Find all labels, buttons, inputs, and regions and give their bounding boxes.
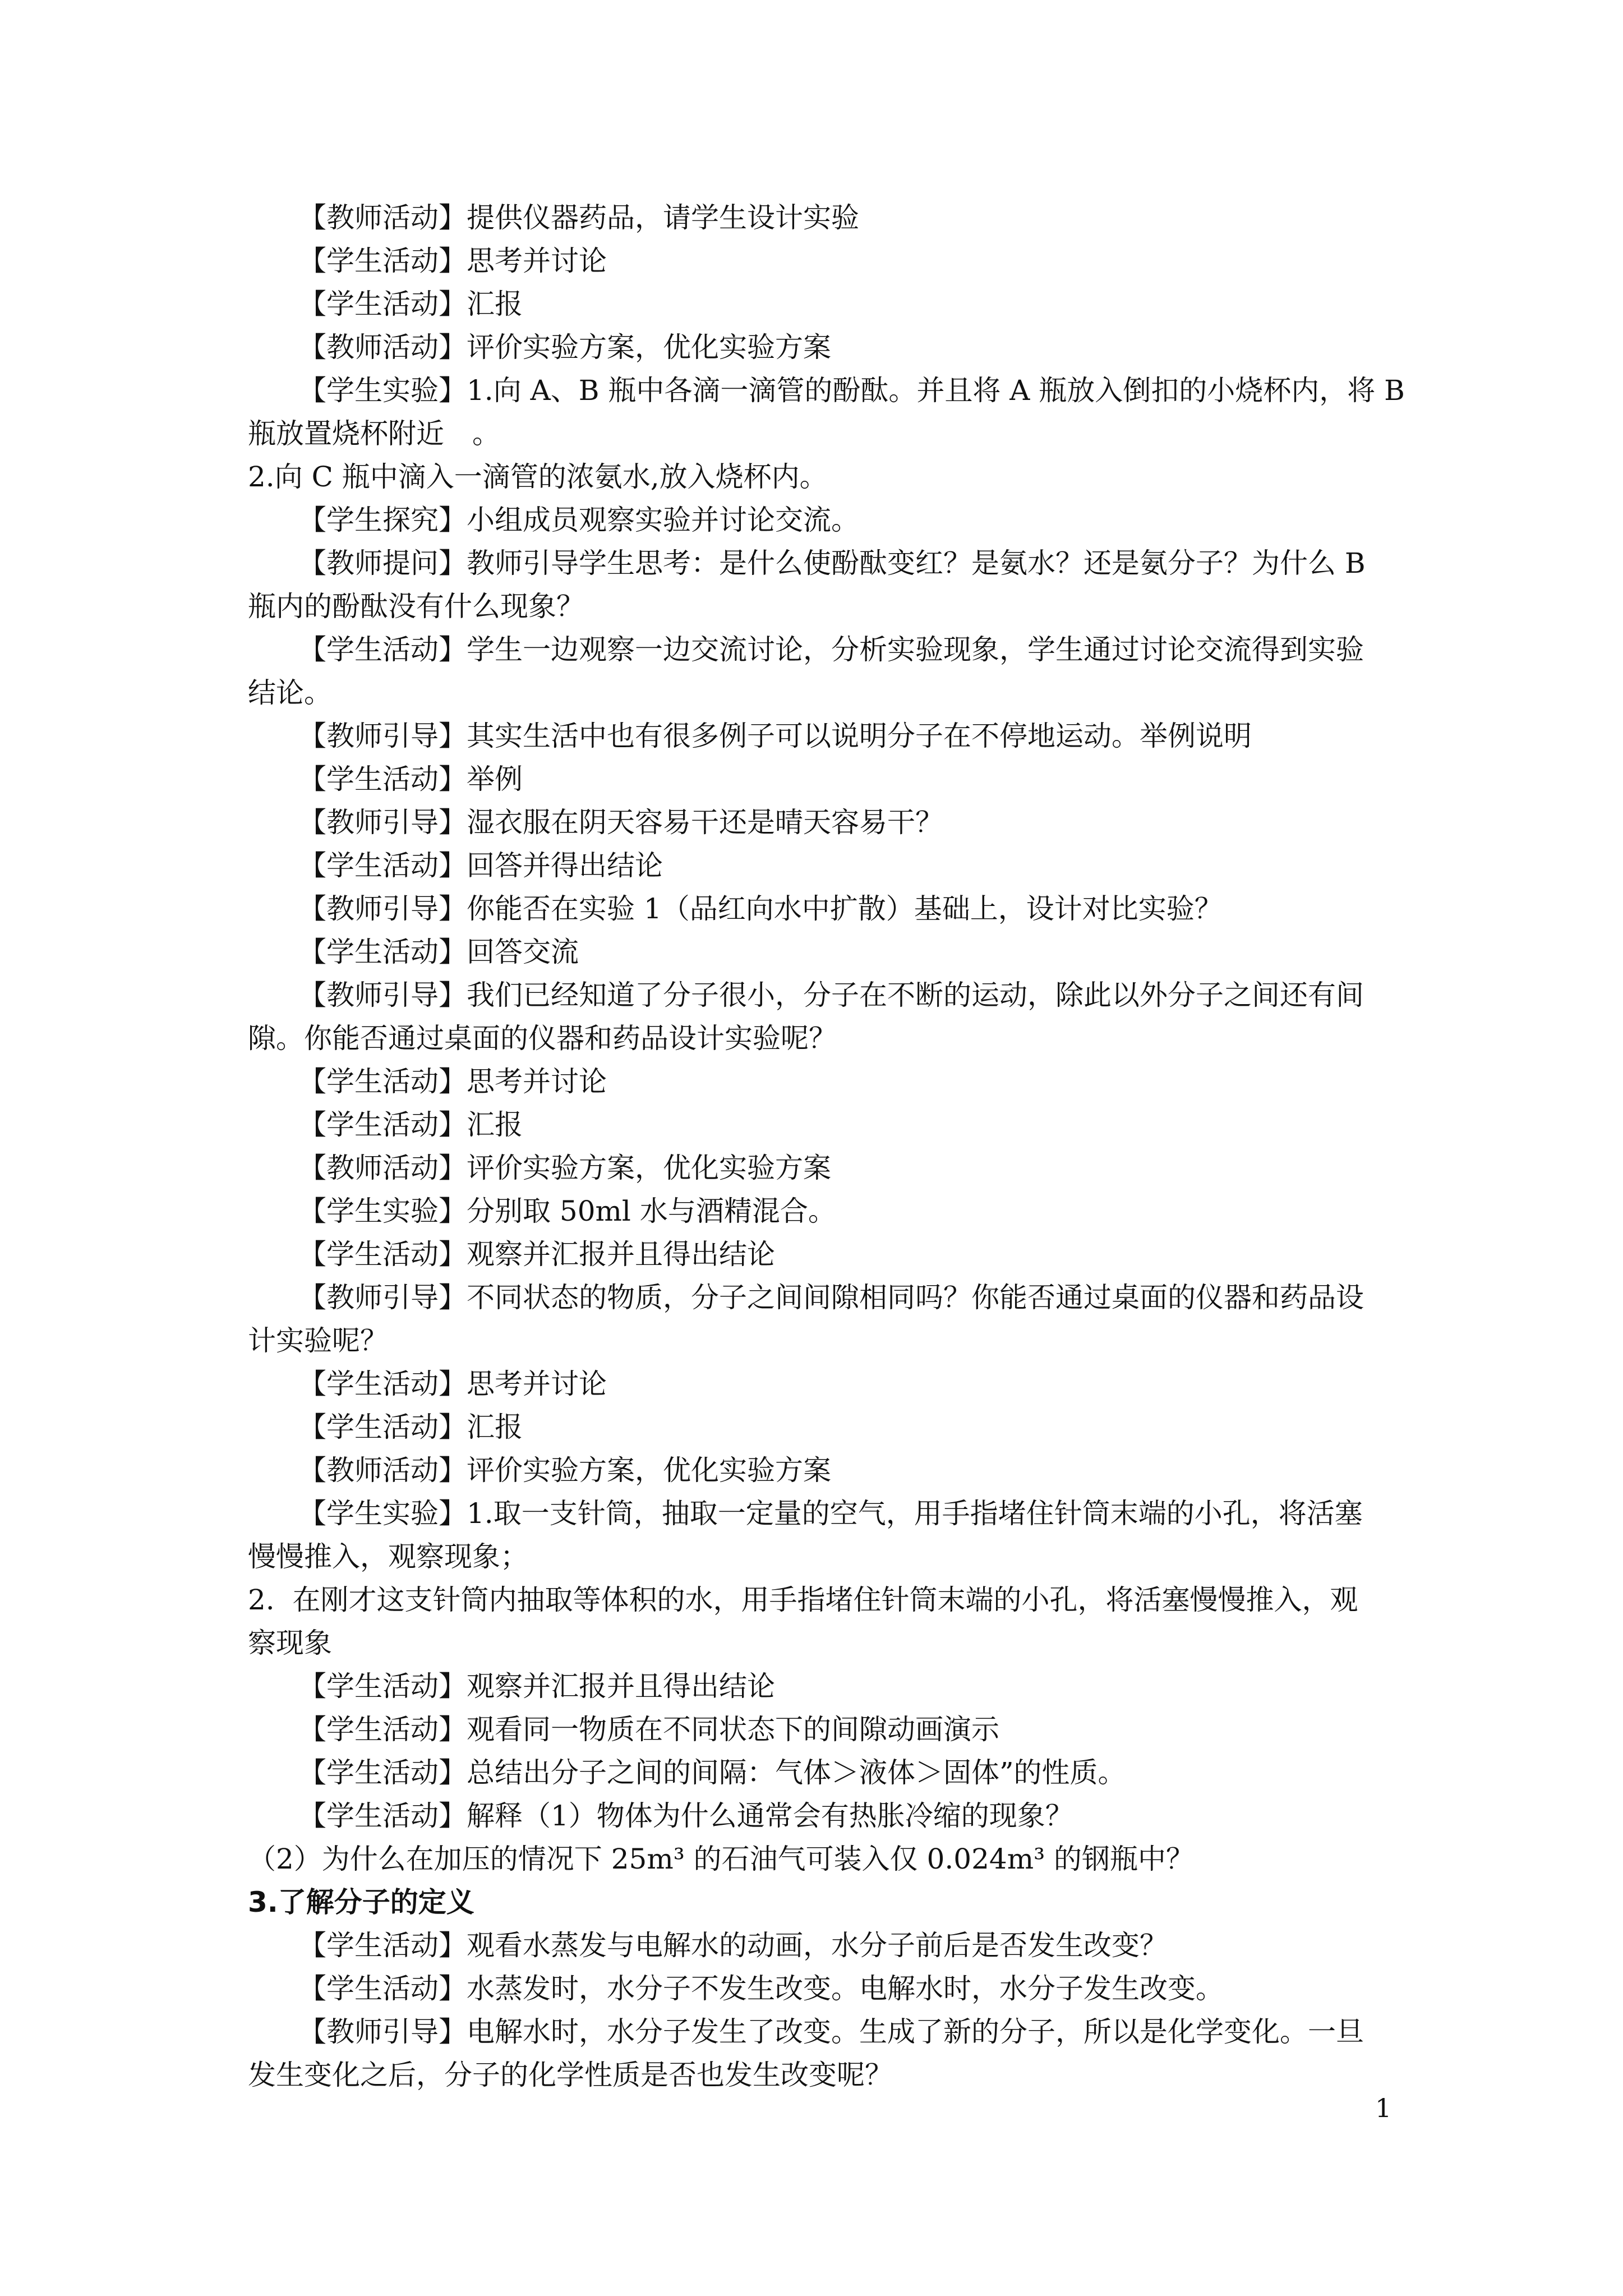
text-line: 瓶放置烧杯附近 。 [248,417,500,450]
text-line: 【教师引导】不同状态的物质，分子之间间隙相同吗？你能否通过桌面的仪器和药品设 [298,1281,1364,1314]
text-line: 【教师提问】教师引导学生思考：是什么使酚酞变红？是氨水？还是氨分子？为什么 B [298,547,1366,579]
text-line: 计实验呢？ [248,1324,388,1357]
text-line: 【学生实验】1.取一支针筒，抽取一定量的空气，用手指堵住针筒末端的小孔，将活塞 [298,1497,1363,1530]
text-line: 瓶内的酚酞没有什么现象？ [248,590,584,623]
text-line: 【学生活动】总结出分子之间的间隔：气体＞液体＞固体”的性质。 [298,1756,1126,1789]
text-line: 【教师活动】评价实验方案，优化实验方案 [298,1152,831,1184]
text-line: 【教师引导】我们已经知道了分子很小，分子在不断的运动，除此以外分子之间还有间 [298,979,1364,1011]
text-line: 【教师引导】电解水时，水分子发生了改变。生成了新的分子，所以是化学变化。一旦 [298,2016,1364,2048]
text-line: 【学生活动】解释（1）物体为什么通常会有热胀冷缩的现象？ [298,1800,1073,1832]
text-line: 【教师引导】其实生活中也有很多例子可以说明分子在不停地运动。举例说明 [298,720,1252,752]
text-line: 【学生实验】1.向 A、B 瓶中各滴一滴管的酚酞。并且将 A 瓶放入倒扣的小烧杯内，将 B [298,374,1405,407]
text-line: 发生变化之后，分子的化学性质是否也发生改变呢？ [248,2059,893,2091]
text-line: 【学生活动】思考并讨论 [298,245,607,277]
text-line: 【学生活动】回答交流 [298,936,579,968]
text-line: 【教师活动】评价实验方案，优化实验方案 [298,331,831,364]
page-number: 1 [1375,2093,1392,2123]
text-line: 【学生活动】举例 [298,763,523,795]
text-line: 【教师引导】你能否在实验 1（品红向水中扩散）基础上，设计对比实验？ [298,892,1223,925]
text-line: 【学生实验】分别取 50ml 水与酒精混合。 [298,1195,836,1227]
text-line: 【学生活动】观察并汇报并且得出结论 [298,1670,775,1703]
text-line: 【学生活动】回答并得出结论 [298,849,663,882]
document-body [248,196,1405,2097]
text-line: 2. 在刚才这支针筒内抽取等体积的水，用手指堵住针筒末端的小孔，将活塞慢慢推入，观 [248,1584,1358,1616]
text-line: 【学生活动】观看水蒸发与电解水的动画，水分子前后是否发生改变？ [298,1929,1168,1962]
text-line: 【学生活动】观察并汇报并且得出结论 [298,1238,775,1271]
text-line: 2.向 C 瓶中滴入一滴管的浓氨水,放入烧杯内。 [248,461,828,493]
text-line: 【学生活动】汇报 [298,1108,523,1141]
text-line: 察现象 [248,1627,332,1659]
text-line: 【学生活动】观看同一物质在不同状态下的间隙动画演示 [298,1713,999,1746]
text-line: 结论。 [248,677,332,709]
text-line: 【教师活动】提供仪器药品，请学生设计实验 [298,201,859,234]
text-line: 【学生探究】小组成员观察实验并讨论交流。 [298,504,859,536]
text-line: （2）为什么在加压的情况下 25m³ 的石油气可装入仅 0.024m³ 的钢瓶中？ [248,1843,1195,1875]
text-line: 【教师活动】评价实验方案，优化实验方案 [298,1454,831,1487]
text-line: 【学生活动】思考并讨论 [298,1368,607,1400]
text-line: 【学生活动】汇报 [298,288,523,320]
text-line: 隙。你能否通过桌面的仪器和药品设计实验呢？ [248,1022,837,1055]
text-line: 【学生活动】汇报 [298,1411,523,1443]
section-heading: 3.了解分子的定义 [248,1886,474,1918]
text-line: 慢慢推入，观察现象； [248,1540,528,1573]
text-line: 【学生活动】水蒸发时，水分子不发生改变。电解水时，水分子发生改变。 [298,1972,1224,2005]
text-line: 【学生活动】学生一边观察一边交流讨论，分析实验现象，学生通过讨论交流得到实验 [298,633,1364,666]
text-line: 【学生活动】思考并讨论 [298,1065,607,1098]
text-line: 【教师引导】湿衣服在阴天容易干还是晴天容易干？ [298,806,943,839]
